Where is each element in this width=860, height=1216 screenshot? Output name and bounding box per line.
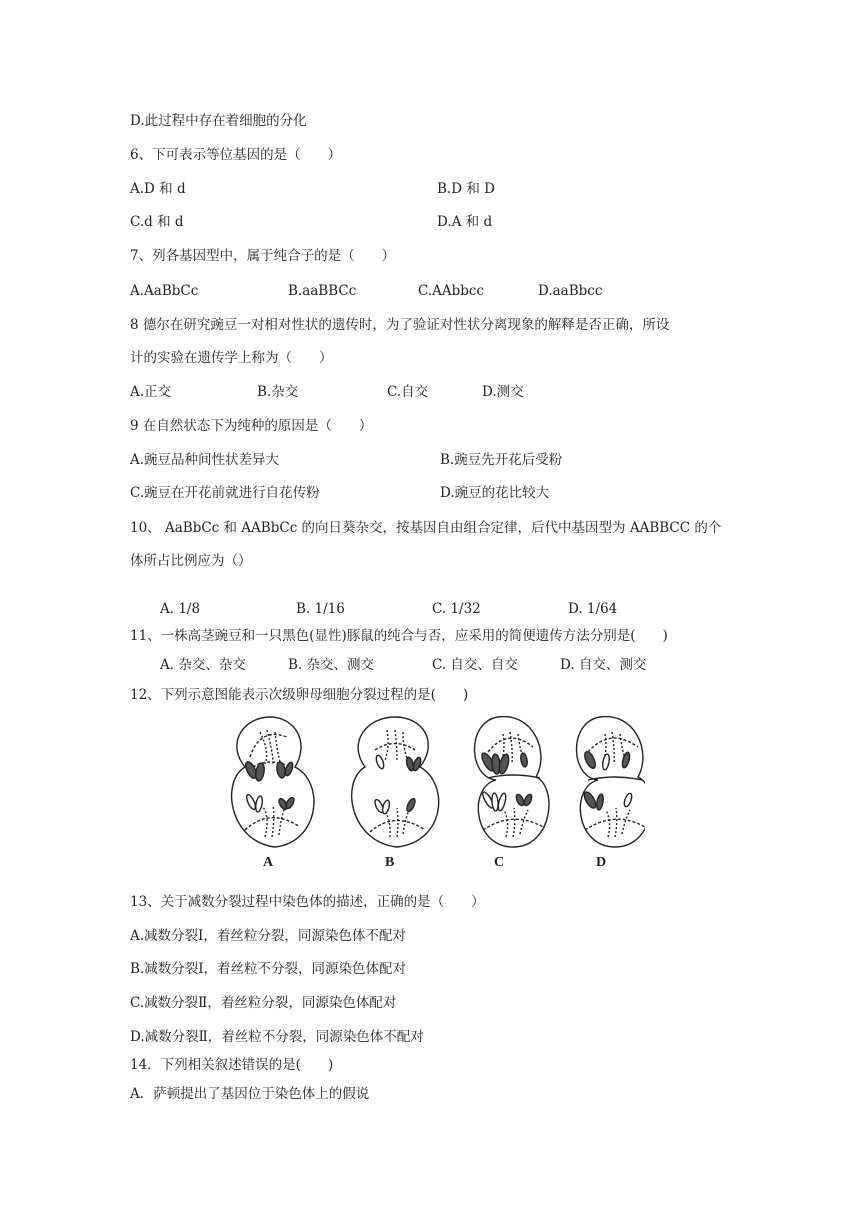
option: A.D 和 d [130,181,186,197]
text-line: D.此过程中存在着细胞的分化 [130,113,307,129]
option: B. 1/16 [296,601,345,617]
option: D.测交 [482,384,524,400]
question-14: 14．下列相关叙述错误的是( ) [130,1057,334,1073]
option: B.杂交 [257,384,299,400]
figure-label-d: D [596,855,607,870]
option: C.d 和 d [130,214,184,230]
figure-label-c: C [494,855,505,870]
question-9: 9 在自然状态下为纯种的原因是（ ） [130,418,373,434]
cell-d-diagram [577,717,646,847]
option: D. 1/64 [568,601,618,617]
option: D. 自交、测交 [560,657,647,673]
cell-a-diagram [232,717,314,847]
option: A.豌豆品种间性状差异大 [130,452,280,468]
option: B.D 和 D [437,181,495,197]
option: A．萨顿提出了基因位于染色体上的假说 [130,1086,370,1102]
option: A.正交 [130,384,172,400]
option: C.AAbbcc [418,283,485,299]
figure-label-b: B [385,855,395,870]
figure-label-a: A [263,855,274,870]
cell-b-diagram [352,717,439,847]
option: B.aaBBCc [288,283,357,299]
option: D.A 和 d [437,214,493,230]
option: B. 杂交、测交 [288,657,375,673]
option: C.减数分裂Ⅱ，着丝粒分裂，同源染色体配对 [130,995,397,1011]
cell-c-diagram [475,717,549,847]
option: A.AaBbCc [130,283,199,299]
question-8-cont: 计的实验在遗传学上称为（ ） [130,350,333,366]
question-13: 13、关于减数分裂过程中染色体的描述，正确的是（ ） [130,894,485,910]
cell-division-figure [215,712,645,882]
option: B.豌豆先开花后受粉 [440,452,563,468]
option: A.减数分裂Ⅰ，着丝粒分裂，同源染色体不配对 [130,928,406,944]
question-10-cont: 体所占比例应为（） [130,553,252,569]
option: D.减数分裂Ⅱ，着丝粒不分裂，同源染色体不配对 [130,1029,424,1045]
question-8: 8 德尔在研究豌豆一对相对性状的遗传时，为了验证对性状分离现象的解释是否正确，所设 [130,317,670,333]
option: C.豌豆在开花前就进行自花传粉 [130,485,320,501]
question-7: 7、列各基因型中，属于纯合子的是（ ） [130,248,396,264]
question-6: 6、下可表示等位基因的是（ ） [130,147,342,163]
option: A. 1/8 [160,601,201,617]
question-10: 10、 AaBbCc 和 AABbCc 的向日葵杂交，按基因自由组合定律，后代中基因型为 AABBCC 的个 [130,520,722,536]
question-11: 11、一株高茎豌豆和一只黑色(显性)豚鼠的纯合与否，应采用的简便遗传方法分别是( ) [130,628,668,644]
option: C. 自交、自交 [432,657,518,673]
option: D.aaBbcc [538,283,603,299]
option: C.自交 [387,384,429,400]
question-12: 12、下列示意图能表示次级卵母细胞分裂过程的是( ) [130,687,469,703]
option: A. 杂交、杂交 [160,657,246,673]
option: D.豌豆的花比较大 [440,485,550,501]
option: C. 1/32 [432,601,481,617]
option: B.减数分裂Ⅰ，着丝粒不分裂，同源染色体配对 [130,961,407,977]
